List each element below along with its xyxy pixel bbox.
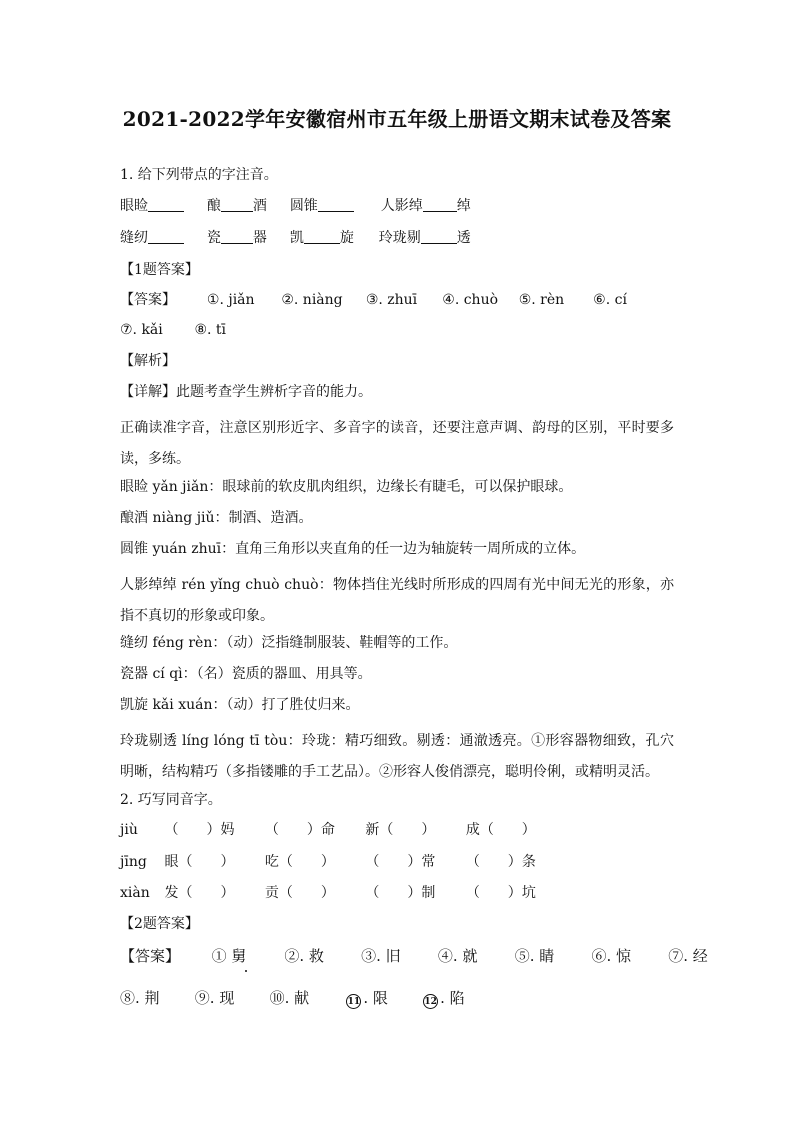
answer-paren[interactable]: （ ）: [365, 885, 422, 901]
answer-paren[interactable]: （ ）: [278, 854, 335, 870]
answer-item: ①. jiǎn: [206, 292, 255, 308]
q1-analysis-header: 【解析】: [120, 353, 176, 369]
answer-item: ②. 救: [284, 947, 324, 965]
q1-note: 凯旋 kǎi xuán：（动）打了胜仗归来。: [120, 697, 360, 713]
q1-answers-line2: [120, 320, 674, 340]
q2-answers-line2: [120, 988, 674, 1009]
answer-item: ⑥. 惊: [591, 947, 632, 965]
q1-item: 眼睑: [120, 198, 184, 214]
q2-item: （ ）常: [365, 854, 436, 870]
answer-label: 【答案】: [120, 947, 181, 965]
q2-item: （ ）妈: [164, 822, 235, 838]
pinyin-label: jīng: [120, 854, 147, 870]
answer-paren[interactable]: （ ）: [365, 854, 422, 870]
page-title: 2021-2022学年安徽宿州市五年级上册语文期末试卷及答案: [122, 107, 672, 131]
answer-paren[interactable]: （ ）: [178, 885, 235, 901]
q1-item: 玲珑剔 透: [378, 230, 471, 246]
q2-stem: 2. 巧写同音字。: [120, 792, 222, 808]
answer-item: ⑤. 睛: [514, 947, 555, 965]
answer-blank[interactable]: [421, 229, 457, 244]
answer-label: 【答案】: [120, 292, 176, 308]
q1-stem: 1. 给下列带点的字注音。: [120, 167, 278, 183]
q2-item: （ ）坑: [465, 885, 536, 901]
answer-item: ④. 就: [437, 947, 478, 965]
q2-item: （ ）命: [264, 822, 335, 838]
q1-note: 酿酒 niàng jiǔ：制酒、造酒。: [120, 510, 313, 526]
q2-item: 成（ ）: [465, 822, 536, 838]
q1-answers-line1: [120, 290, 674, 310]
q1-detail: 【详解】此题考查学生辨析字音的能力。: [120, 384, 372, 400]
q1-note: 玲珑剔透 líng lóng tī tòu：玲珑：精巧细致。剔透：通澈透亮。①形容器物细致，孔穴明晰，结构精巧（多指镂雕的手工艺品）。②形容人俊俏漂亮，聪明伶俐，或精明灵活。: [120, 733, 674, 780]
answer-blank[interactable]: [423, 197, 457, 212]
answer-paren[interactable]: （ ）: [479, 822, 536, 838]
answer-blank[interactable]: [318, 197, 354, 212]
answer-paren[interactable]: （ ）: [164, 822, 221, 838]
q2-answers-line1: [120, 946, 708, 966]
q2-row: [120, 852, 674, 872]
answer-item: ⑦. 经: [668, 947, 708, 965]
answer-paren[interactable]: （ ）: [465, 885, 522, 901]
answer-item: 12 . 陷: [424, 989, 465, 1007]
answer-item: ③. 旧: [361, 947, 401, 965]
q1-item: 酿 酒: [206, 198, 267, 214]
answer-blank[interactable]: [148, 229, 184, 244]
answer-paren[interactable]: （ ）: [264, 822, 321, 838]
q1-item: 缝纫: [120, 230, 184, 246]
q2-item: 吃（ ）: [264, 854, 335, 870]
q1-item: 瓷 器: [206, 230, 267, 246]
answer-blank[interactable]: [304, 229, 340, 244]
q2-item: 新（ ）: [365, 822, 436, 838]
q1-note: 眼睑 yǎn jiǎn：眼球前的软皮肌肉组织，边缘长有睫毛，可以保护眼球。: [120, 479, 573, 495]
q2-row: [120, 820, 674, 840]
pinyin-label: jiù: [120, 822, 138, 838]
q1-note: 缝纫 féng rèn：（动）泛指缝制服装、鞋帽等的工作。: [120, 635, 458, 651]
pinyin-label: xiàn: [120, 885, 150, 901]
answer-blank[interactable]: [221, 197, 253, 212]
q2-row: [120, 883, 674, 903]
answer-item: 11 . 限: [347, 989, 388, 1007]
q2-item: 发（ ）: [164, 885, 235, 901]
answer-blank[interactable]: [148, 197, 184, 212]
answer-item: ③. zhuī: [365, 292, 418, 308]
answer-paren[interactable]: （ ）: [379, 822, 436, 838]
answer-item: ⑤. rèn: [518, 292, 565, 308]
answer-item: ⑩. 献: [269, 989, 310, 1007]
q2-item: 眼（ ）: [164, 854, 235, 870]
q2-item: （ ）制: [365, 885, 436, 901]
answer-item: ④. chuò: [442, 292, 499, 308]
q1-note: 圆锥 yuán zhuī：直角三角形以夹直角的任一边为轴旋转一周所成的立体。: [120, 541, 586, 557]
q1-answer-header: 【1题答案】: [120, 262, 199, 278]
answer-item: ②. niàng: [281, 292, 343, 308]
answer-item: ⑨. 现: [194, 989, 235, 1007]
q1-item: 凯 旋: [289, 230, 354, 246]
q2-item: 贡（ ）: [264, 885, 335, 901]
q2-item: （ ）条: [465, 854, 536, 870]
q1-note: 瓷器 cí qì：（名）瓷质的器皿、用具等。: [120, 666, 372, 682]
q1-note: 人影绰绰 rén yǐng chuò chuò：物体挡住光线时所形成的四周有光中间无光的形象，亦指不真切的形象或印象。: [120, 577, 674, 624]
answer-item: ⑦. kǎi: [120, 322, 163, 338]
answer-blank[interactable]: [221, 229, 253, 244]
answer-paren[interactable]: （ ）: [278, 885, 335, 901]
answer-paren[interactable]: （ ）: [465, 854, 522, 870]
circled-number: 12: [423, 994, 438, 1009]
q1-row1: [120, 196, 674, 216]
answer-item: ⑧. tī: [194, 322, 227, 338]
circled-number: 11: [346, 994, 361, 1009]
q2-answer-header: 【2题答案】: [120, 916, 199, 932]
q1-item: 人影绰 绰: [380, 198, 471, 214]
answer-item: ⑥. cí: [593, 292, 627, 308]
q1-row2: [120, 228, 674, 248]
answer-item: ① 舅: [212, 946, 280, 966]
answer-item: ⑧. 荆: [120, 989, 160, 1007]
q1-explanation: 正确读准字音，注意区别形近字、多音字的读音，还要注意声调、韵母的区别，平时要多读，多练。: [120, 420, 674, 467]
q1-item: 圆锥: [290, 198, 354, 214]
answer-paren[interactable]: （ ）: [178, 854, 235, 870]
